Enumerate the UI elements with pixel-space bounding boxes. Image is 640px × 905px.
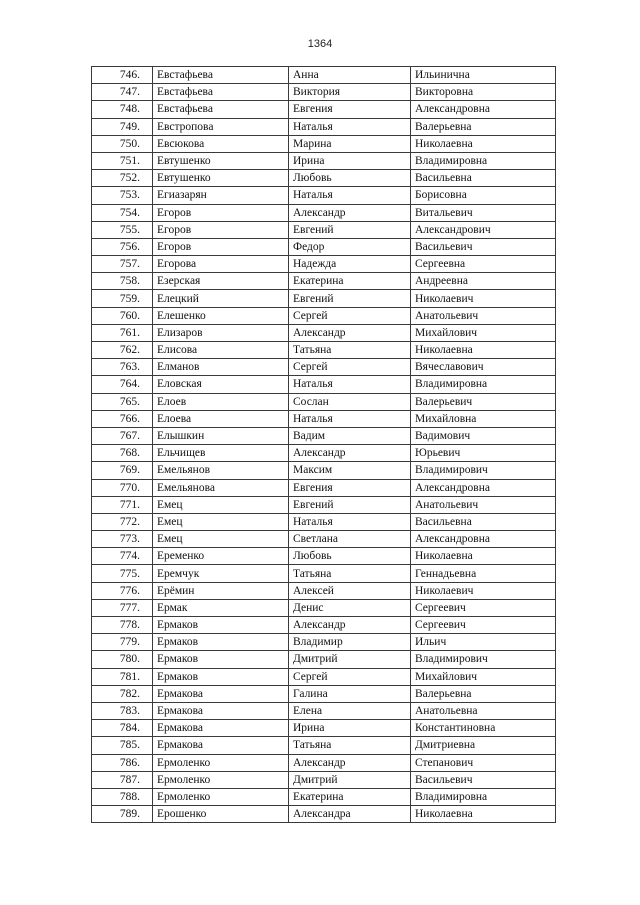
first-name-cell: Татьяна (289, 342, 411, 359)
page-number: 1364 (307, 38, 333, 50)
patronymic-cell: Вячеславович (411, 359, 556, 376)
first-name-cell: Евгений (289, 496, 411, 513)
last-name-cell: Евтушенко (153, 170, 289, 187)
patronymic-cell: Анатольевич (411, 496, 556, 513)
row-number-cell: 760. (92, 307, 153, 324)
patronymic-cell: Васильевич (411, 771, 556, 788)
first-name-cell: Денис (289, 599, 411, 616)
last-name-cell: Езерская (153, 273, 289, 290)
first-name-cell: Екатерина (289, 273, 411, 290)
row-number-cell: 748. (92, 101, 153, 118)
table-row (92, 668, 556, 685)
last-name-cell: Елизаров (153, 324, 289, 341)
row-number-cell: 787. (92, 771, 153, 788)
patronymic-cell: Валерьевна (411, 118, 556, 135)
last-name-cell: Ермоленко (153, 788, 289, 805)
patronymic-cell: Владимировна (411, 152, 556, 169)
last-name-cell: Ермакова (153, 720, 289, 737)
last-name-cell: Егоров (153, 204, 289, 221)
table-row (92, 702, 556, 719)
first-name-cell: Наталья (289, 187, 411, 204)
patronymic-cell: Сергеевна (411, 256, 556, 273)
row-number-cell: 781. (92, 668, 153, 685)
last-name-cell: Евтушенко (153, 152, 289, 169)
last-name-cell: Емец (153, 496, 289, 513)
patronymic-cell: Валерьевич (411, 393, 556, 410)
last-name-cell: Ельчищев (153, 445, 289, 462)
first-name-cell: Надежда (289, 256, 411, 273)
last-name-cell: Елоева (153, 410, 289, 427)
patronymic-cell: Ильинична (411, 67, 556, 84)
row-number-cell: 785. (92, 737, 153, 754)
row-number-cell: 789. (92, 806, 153, 823)
table-row (92, 771, 556, 788)
patronymic-cell: Константиновна (411, 720, 556, 737)
patronymic-cell: Михайлович (411, 324, 556, 341)
table-row (92, 256, 556, 273)
row-number-cell: 759. (92, 290, 153, 307)
table-row (92, 101, 556, 118)
table-row (92, 135, 556, 152)
row-number-cell: 751. (92, 152, 153, 169)
row-number-cell: 754. (92, 204, 153, 221)
row-number-cell: 783. (92, 702, 153, 719)
last-name-cell: Ермаков (153, 651, 289, 668)
first-name-cell: Наталья (289, 118, 411, 135)
last-name-cell: Егорова (153, 256, 289, 273)
last-name-cell: Евстропова (153, 118, 289, 135)
first-name-cell: Дмитрий (289, 651, 411, 668)
first-name-cell: Дмитрий (289, 771, 411, 788)
first-name-cell: Александра (289, 806, 411, 823)
table-row (92, 462, 556, 479)
patronymic-cell: Владимирович (411, 462, 556, 479)
row-number-cell: 762. (92, 342, 153, 359)
table-row (92, 788, 556, 805)
first-name-cell: Виктория (289, 84, 411, 101)
table-row (92, 67, 556, 84)
table-row (92, 170, 556, 187)
row-number-cell: 750. (92, 135, 153, 152)
patronymic-cell: Владимировна (411, 376, 556, 393)
row-number-cell: 761. (92, 324, 153, 341)
first-name-cell: Наталья (289, 376, 411, 393)
patronymic-cell: Ильич (411, 634, 556, 651)
first-name-cell: Вадим (289, 427, 411, 444)
row-number-cell: 756. (92, 238, 153, 255)
first-name-cell: Евгений (289, 221, 411, 238)
table-row (92, 152, 556, 169)
first-name-cell: Александр (289, 617, 411, 634)
row-number-cell: 757. (92, 256, 153, 273)
names-table-body (92, 67, 556, 823)
first-name-cell: Галина (289, 685, 411, 702)
table-row (92, 754, 556, 771)
table-row (92, 342, 556, 359)
table-row (92, 410, 556, 427)
table-row (92, 238, 556, 255)
last-name-cell: Емельянова (153, 479, 289, 496)
last-name-cell: Ермоленко (153, 754, 289, 771)
patronymic-cell: Михайлович (411, 668, 556, 685)
table-row (92, 599, 556, 616)
last-name-cell: Еловская (153, 376, 289, 393)
last-name-cell: Елышкин (153, 427, 289, 444)
last-name-cell: Егиазарян (153, 187, 289, 204)
table-row (92, 84, 556, 101)
patronymic-cell: Николаевна (411, 806, 556, 823)
last-name-cell: Елешенко (153, 307, 289, 324)
last-name-cell: Емец (153, 531, 289, 548)
names-table (91, 66, 556, 823)
row-number-cell: 767. (92, 427, 153, 444)
last-name-cell: Ерёмин (153, 582, 289, 599)
row-number-cell: 753. (92, 187, 153, 204)
patronymic-cell: Викторовна (411, 84, 556, 101)
first-name-cell: Сергей (289, 359, 411, 376)
row-number-cell: 780. (92, 651, 153, 668)
patronymic-cell: Витальевич (411, 204, 556, 221)
row-number-cell: 771. (92, 496, 153, 513)
last-name-cell: Егоров (153, 221, 289, 238)
row-number-cell: 766. (92, 410, 153, 427)
last-name-cell: Евсюкова (153, 135, 289, 152)
patronymic-cell: Дмитриевна (411, 737, 556, 754)
row-number-cell: 784. (92, 720, 153, 737)
row-number-cell: 775. (92, 565, 153, 582)
last-name-cell: Еремчук (153, 565, 289, 582)
row-number-cell: 755. (92, 221, 153, 238)
table-row (92, 427, 556, 444)
table-row (92, 273, 556, 290)
first-name-cell: Александр (289, 204, 411, 221)
table-row (92, 118, 556, 135)
patronymic-cell: Васильевна (411, 170, 556, 187)
patronymic-cell: Сергеевич (411, 599, 556, 616)
patronymic-cell: Александровна (411, 531, 556, 548)
first-name-cell: Сослан (289, 393, 411, 410)
row-number-cell: 768. (92, 445, 153, 462)
last-name-cell: Евстафьева (153, 101, 289, 118)
row-number-cell: 774. (92, 548, 153, 565)
table-row (92, 634, 556, 651)
patronymic-cell: Валерьевна (411, 685, 556, 702)
table-row (92, 290, 556, 307)
patronymic-cell: Борисовна (411, 187, 556, 204)
patronymic-cell: Николаевич (411, 290, 556, 307)
last-name-cell: Ермаков (153, 617, 289, 634)
table-row (92, 531, 556, 548)
last-name-cell: Ермаков (153, 634, 289, 651)
last-name-cell: Елоев (153, 393, 289, 410)
patronymic-cell: Васильевич (411, 238, 556, 255)
row-number-cell: 788. (92, 788, 153, 805)
last-name-cell: Ермаков (153, 668, 289, 685)
row-number-cell: 769. (92, 462, 153, 479)
patronymic-cell: Анатольевич (411, 307, 556, 324)
patronymic-cell: Николаевна (411, 342, 556, 359)
row-number-cell: 776. (92, 582, 153, 599)
first-name-cell: Александр (289, 324, 411, 341)
first-name-cell: Марина (289, 135, 411, 152)
table-row (92, 393, 556, 410)
first-name-cell: Александр (289, 445, 411, 462)
patronymic-cell: Михайловна (411, 410, 556, 427)
row-number-cell: 764. (92, 376, 153, 393)
patronymic-cell: Юрьевич (411, 445, 556, 462)
table-row (92, 204, 556, 221)
first-name-cell: Екатерина (289, 788, 411, 805)
patronymic-cell: Николаевич (411, 582, 556, 599)
patronymic-cell: Александрович (411, 221, 556, 238)
last-name-cell: Еременко (153, 548, 289, 565)
first-name-cell: Евгения (289, 479, 411, 496)
patronymic-cell: Анатольевна (411, 702, 556, 719)
patronymic-cell: Александровна (411, 101, 556, 118)
row-number-cell: 772. (92, 513, 153, 530)
patronymic-cell: Владимировна (411, 788, 556, 805)
row-number-cell: 786. (92, 754, 153, 771)
row-number-cell: 777. (92, 599, 153, 616)
patronymic-cell: Андреевна (411, 273, 556, 290)
row-number-cell: 763. (92, 359, 153, 376)
patronymic-cell: Геннадьевна (411, 565, 556, 582)
table-row (92, 445, 556, 462)
table-row (92, 565, 556, 582)
row-number-cell: 758. (92, 273, 153, 290)
patronymic-cell: Александровна (411, 479, 556, 496)
first-name-cell: Александр (289, 754, 411, 771)
last-name-cell: Ермак (153, 599, 289, 616)
last-name-cell: Емельянов (153, 462, 289, 479)
first-name-cell: Татьяна (289, 737, 411, 754)
first-name-cell: Евгений (289, 290, 411, 307)
first-name-cell: Наталья (289, 513, 411, 530)
row-number-cell: 747. (92, 84, 153, 101)
first-name-cell: Ирина (289, 720, 411, 737)
table-row (92, 221, 556, 238)
last-name-cell: Евстафьева (153, 67, 289, 84)
first-name-cell: Сергей (289, 668, 411, 685)
last-name-cell: Егоров (153, 238, 289, 255)
table-row (92, 651, 556, 668)
table-row (92, 548, 556, 565)
table-row (92, 376, 556, 393)
first-name-cell: Наталья (289, 410, 411, 427)
table-row (92, 582, 556, 599)
table-row (92, 496, 556, 513)
table-row (92, 307, 556, 324)
first-name-cell: Анна (289, 67, 411, 84)
last-name-cell: Елисова (153, 342, 289, 359)
last-name-cell: Ермакова (153, 737, 289, 754)
row-number-cell: 770. (92, 479, 153, 496)
patronymic-cell: Степанович (411, 754, 556, 771)
row-number-cell: 749. (92, 118, 153, 135)
row-number-cell: 752. (92, 170, 153, 187)
table-row (92, 324, 556, 341)
table-row (92, 479, 556, 496)
first-name-cell: Светлана (289, 531, 411, 548)
row-number-cell: 746. (92, 67, 153, 84)
table-row (92, 737, 556, 754)
table-row (92, 617, 556, 634)
row-number-cell: 773. (92, 531, 153, 548)
patronymic-cell: Вадимович (411, 427, 556, 444)
last-name-cell: Емец (153, 513, 289, 530)
table-row (92, 513, 556, 530)
patronymic-cell: Николаевна (411, 135, 556, 152)
first-name-cell: Евгения (289, 101, 411, 118)
row-number-cell: 765. (92, 393, 153, 410)
last-name-cell: Ермакова (153, 702, 289, 719)
last-name-cell: Евстафьева (153, 84, 289, 101)
last-name-cell: Ерошенко (153, 806, 289, 823)
patronymic-cell: Владимирович (411, 651, 556, 668)
row-number-cell: 782. (92, 685, 153, 702)
patronymic-cell: Николаевна (411, 548, 556, 565)
first-name-cell: Любовь (289, 548, 411, 565)
first-name-cell: Федор (289, 238, 411, 255)
first-name-cell: Любовь (289, 170, 411, 187)
first-name-cell: Елена (289, 702, 411, 719)
table-row (92, 806, 556, 823)
table-row (92, 359, 556, 376)
table-row (92, 685, 556, 702)
last-name-cell: Ермоленко (153, 771, 289, 788)
row-number-cell: 779. (92, 634, 153, 651)
last-name-cell: Елманов (153, 359, 289, 376)
first-name-cell: Максим (289, 462, 411, 479)
patronymic-cell: Сергеевич (411, 617, 556, 634)
first-name-cell: Владимир (289, 634, 411, 651)
first-name-cell: Ирина (289, 152, 411, 169)
first-name-cell: Алексей (289, 582, 411, 599)
first-name-cell: Татьяна (289, 565, 411, 582)
last-name-cell: Ермакова (153, 685, 289, 702)
row-number-cell: 778. (92, 617, 153, 634)
last-name-cell: Елецкий (153, 290, 289, 307)
table-row (92, 720, 556, 737)
first-name-cell: Сергей (289, 307, 411, 324)
patronymic-cell: Васильевна (411, 513, 556, 530)
table-row (92, 187, 556, 204)
